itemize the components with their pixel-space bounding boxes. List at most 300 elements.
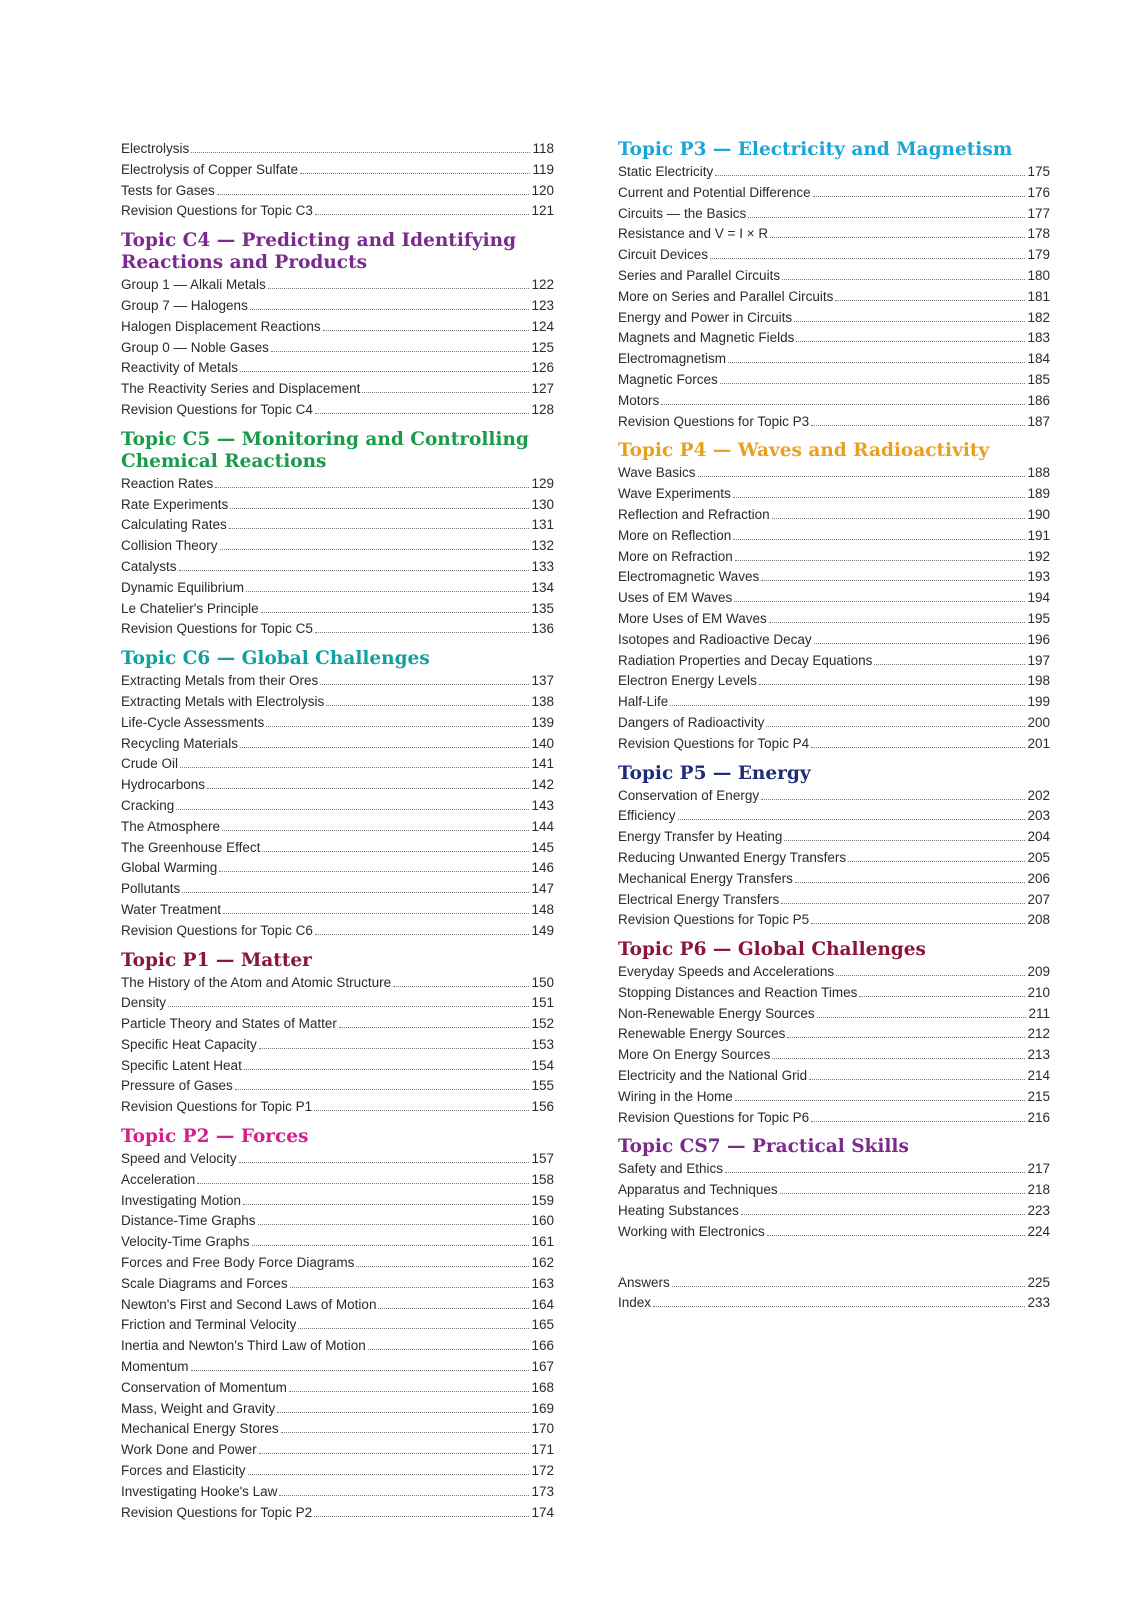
dot-leader (784, 840, 1025, 841)
toc-entry-title: Wave Experiments (618, 486, 731, 502)
toc-entry[interactable] (121, 619, 554, 640)
toc-entry-page: 171 (531, 1442, 554, 1458)
toc-entry[interactable] (618, 713, 1050, 734)
dot-leader (323, 330, 530, 331)
toc-entry[interactable] (121, 858, 554, 879)
toc-entry-title: Electron Energy Levels (618, 673, 757, 689)
toc-entry[interactable] (121, 1149, 554, 1170)
toc-entry[interactable] (121, 713, 554, 734)
toc-entry-page: 134 (531, 579, 554, 595)
dot-leader (259, 1453, 530, 1454)
toc-entry-title: Revision Questions for Topic P4 (618, 735, 810, 751)
toc-entry-page: 172 (531, 1463, 554, 1479)
dot-leader (320, 684, 529, 685)
toc-entry[interactable] (121, 160, 554, 181)
toc-entry[interactable] (618, 786, 1050, 807)
toc-entry-page: 160 (531, 1213, 554, 1229)
toc-entry[interactable] (618, 412, 1050, 433)
toc-entry[interactable] (618, 671, 1050, 692)
toc-entry[interactable] (618, 692, 1050, 713)
toc-entry-page: 224 (1027, 1223, 1050, 1239)
toc-entry[interactable] (121, 296, 554, 317)
toc-entry-page: 148 (531, 901, 554, 917)
dot-leader (661, 404, 1025, 405)
toc-entry-title: Pressure of Gases (121, 1078, 233, 1094)
toc-entry-title: Scale Diagrams and Forces (121, 1275, 288, 1291)
toc-entry[interactable] (121, 139, 554, 160)
toc-entry-page: 208 (1027, 912, 1050, 928)
dot-leader (362, 392, 529, 393)
toc-entry[interactable] (121, 1419, 554, 1440)
toc-entry[interactable] (121, 181, 554, 202)
toc-entry[interactable] (618, 1293, 1050, 1314)
toc-entry[interactable] (618, 890, 1050, 911)
toc-entry[interactable] (121, 993, 554, 1014)
toc-entry[interactable] (121, 1035, 554, 1056)
toc-entry[interactable] (121, 1014, 554, 1035)
dot-leader (222, 830, 529, 831)
toc-entry-title: Apparatus and Techniques (618, 1182, 778, 1198)
toc-entry[interactable] (121, 1357, 554, 1378)
toc-entry-page: 181 (1027, 288, 1050, 304)
toc-entry-title: Current and Potential Difference (618, 184, 811, 200)
toc-entry[interactable] (618, 630, 1050, 651)
topic-heading[interactable]: Topic C5 — Monitoring and Controlling Chemical Reactions (121, 428, 529, 472)
dot-leader (811, 923, 1025, 924)
topic-heading[interactable]: Topic C6 — Global Challenges (121, 648, 430, 670)
toc-entry-page: 173 (531, 1483, 554, 1499)
toc-entry-title: Circuits — the Basics (618, 205, 747, 221)
toc-entry-page: 123 (531, 297, 554, 313)
dot-leader (811, 425, 1025, 426)
toc-entry[interactable] (121, 1056, 554, 1077)
topic-heading[interactable]: Topic P5 — Energy (618, 762, 811, 784)
toc-entry-page: 143 (531, 797, 554, 813)
toc-entry[interactable] (618, 1273, 1050, 1294)
toc-entry[interactable] (618, 484, 1050, 505)
toc-entry[interactable] (121, 1503, 554, 1524)
toc-entry-title: Efficiency (618, 808, 676, 824)
toc-entry[interactable] (121, 900, 554, 921)
toc-entry-page: 196 (1027, 631, 1050, 647)
toc-entry[interactable] (121, 400, 554, 421)
toc-entry-page: 151 (531, 995, 554, 1011)
toc-entry[interactable] (121, 1399, 554, 1420)
topic-heading[interactable]: Topic C4 — Predicting and Identifying Reactions and Products (121, 230, 517, 274)
toc-entry-title: Heating Substances (618, 1203, 739, 1219)
toc-entry[interactable] (618, 1201, 1050, 1222)
toc-entry-title: Revision Questions for Topic P3 (618, 413, 810, 429)
toc-entry[interactable] (618, 224, 1050, 245)
toc-entry-title: Momentum (121, 1359, 189, 1375)
toc-entry-title: Investigating Motion (121, 1192, 242, 1208)
toc-entry[interactable] (618, 1108, 1050, 1129)
dot-leader (243, 1204, 529, 1205)
toc-entry-page: 161 (531, 1234, 554, 1250)
toc-entry-page: 125 (531, 339, 554, 355)
toc-entry-title: Revision Questions for Topic P5 (618, 912, 810, 928)
topic-heading[interactable]: Topic P6 — Global Challenges (618, 939, 926, 961)
dot-leader (271, 351, 530, 352)
toc-entry-title: Calculating Rates (121, 517, 227, 533)
toc-entry-title: Reactivity of Metals (121, 360, 239, 376)
toc-entry-page: 155 (531, 1078, 554, 1094)
dot-leader (670, 705, 1025, 706)
toc-entry-title: Group 7 — Halogens (121, 297, 248, 313)
toc-entry[interactable] (121, 1097, 554, 1118)
toc-entry-page: 138 (531, 693, 554, 709)
topic-section (121, 950, 554, 1119)
toc-entry-title: Inertia and Newton's Third Law of Motion (121, 1338, 366, 1354)
toc-entry[interactable] (121, 1295, 554, 1316)
toc-entry-page: 141 (531, 756, 554, 772)
toc-entry-title: Renewable Energy Sources (618, 1026, 786, 1042)
toc-entry[interactable] (618, 204, 1050, 225)
toc-entry[interactable] (618, 245, 1050, 266)
toc-entry[interactable] (121, 879, 554, 900)
dot-leader (268, 288, 530, 289)
toc-entry[interactable] (121, 1076, 554, 1097)
topic-heading[interactable]: Topic P2 — Forces (121, 1126, 309, 1148)
toc-entry[interactable] (618, 308, 1050, 329)
toc-entry-title: Velocity-Time Graphs (121, 1234, 250, 1250)
dot-leader (735, 1100, 1026, 1101)
topic-section (618, 139, 1050, 432)
toc-entry-page: 233 (1027, 1295, 1050, 1311)
toc-entry-title: Revision Questions for Topic C5 (121, 621, 313, 637)
toc-entry-title: Non-Renewable Energy Sources (618, 1005, 815, 1021)
dot-leader (258, 1224, 530, 1225)
toc-entry[interactable] (618, 848, 1050, 869)
dot-leader (176, 809, 529, 810)
toc-entry-page: 142 (531, 777, 554, 793)
toc-entry-page: 170 (531, 1421, 554, 1437)
toc-entry[interactable] (618, 609, 1050, 630)
dot-leader (767, 1235, 1026, 1236)
dot-leader (315, 934, 530, 935)
toc-entry[interactable] (121, 515, 554, 536)
toc-entry[interactable] (121, 817, 554, 838)
toc-entry-page: 192 (1027, 548, 1050, 564)
dot-leader (809, 1079, 1025, 1080)
toc-entry[interactable] (618, 505, 1050, 526)
toc-entry[interactable] (121, 578, 554, 599)
toc-entry-title: The Greenhouse Effect (121, 839, 261, 855)
toc-entry[interactable] (618, 287, 1050, 308)
dot-leader (261, 612, 530, 613)
toc-entry[interactable] (121, 1336, 554, 1357)
dot-leader (314, 1110, 529, 1111)
toc-entry-title: Forces and Free Body Force Diagrams (121, 1255, 355, 1271)
toc-entry[interactable] (618, 266, 1050, 287)
toc-entry[interactable] (121, 201, 554, 222)
toc-entry[interactable] (121, 1211, 554, 1232)
toc-entry-title: Conservation of Energy (618, 787, 760, 803)
toc-entry-title: Friction and Terminal Velocity (121, 1317, 297, 1333)
topic-heading[interactable]: Topic P1 — Matter (121, 949, 312, 971)
toc-entry[interactable] (121, 536, 554, 557)
toc-entry-title: Reaction Rates (121, 475, 214, 491)
toc-entry-page: 119 (532, 161, 554, 177)
toc-entry-page: 190 (1027, 506, 1050, 522)
topic-section (121, 648, 554, 941)
topic-section (121, 139, 554, 222)
toc-entry[interactable] (121, 1482, 554, 1503)
dot-leader (770, 237, 1025, 238)
toc-entry-page: 156 (531, 1099, 554, 1115)
toc-entry-page: 146 (531, 860, 554, 876)
dot-leader (715, 175, 1025, 176)
dot-leader (191, 152, 530, 153)
toc-entry[interactable] (121, 379, 554, 400)
dot-leader (207, 788, 529, 789)
toc-entry-page: 215 (1027, 1088, 1050, 1104)
toc-entry[interactable] (121, 775, 554, 796)
toc-entry-title: More on Reflection (618, 527, 732, 543)
toc-entry[interactable] (121, 599, 554, 620)
toc-entry[interactable] (121, 317, 554, 338)
topic-heading[interactable]: Topic CS7 — Practical Skills (618, 1136, 909, 1158)
toc-entry[interactable] (618, 162, 1050, 183)
toc-entry-page: 189 (1027, 486, 1050, 502)
toc-entry-title: Density (121, 995, 167, 1011)
toc-entry[interactable] (121, 692, 554, 713)
dot-leader (781, 903, 1025, 904)
dot-leader (672, 1286, 1026, 1287)
dot-leader (748, 217, 1025, 218)
dot-leader (725, 1172, 1025, 1173)
dot-leader (290, 1287, 530, 1288)
toc-entry-page: 210 (1027, 984, 1050, 1000)
toc-entry-page: 184 (1027, 351, 1050, 367)
toc-entry-page: 177 (1027, 205, 1050, 221)
toc-entry-page: 203 (1027, 808, 1050, 824)
toc-entry[interactable] (121, 754, 554, 775)
toc-entry-page: 211 (1028, 1005, 1050, 1021)
dot-leader (817, 1017, 1027, 1018)
toc-entry[interactable] (121, 1253, 554, 1274)
toc-entry-title: Wiring in the Home (618, 1088, 733, 1104)
toc-entry[interactable] (618, 827, 1050, 848)
toc-entry-page: 204 (1027, 829, 1050, 845)
toc-entry-title: Magnets and Magnetic Fields (618, 330, 795, 346)
toc-entry[interactable] (618, 463, 1050, 484)
toc-entry[interactable] (121, 1170, 554, 1191)
toc-entry-page: 214 (1027, 1068, 1050, 1084)
toc-entry-title: Motors (618, 392, 660, 408)
toc-entry[interactable] (121, 671, 554, 692)
toc-entry[interactable] (618, 183, 1050, 204)
toc-entry-title: Conservation of Momentum (121, 1379, 287, 1395)
toc-entry-title: Recycling Materials (121, 735, 239, 751)
toc-entry[interactable] (618, 567, 1050, 588)
dot-leader (720, 383, 1026, 384)
toc-entry[interactable] (121, 474, 554, 495)
topic-section (121, 1126, 554, 1523)
toc-entry-title: Revision Questions for Topic C3 (121, 203, 313, 219)
toc-entry[interactable] (121, 275, 554, 296)
toc-entry[interactable] (121, 1315, 554, 1336)
toc-entry-page: 140 (531, 735, 554, 751)
toc-entry-title: Revision Questions for Topic C6 (121, 922, 313, 938)
toc-entry[interactable] (618, 1222, 1050, 1243)
toc-entry[interactable] (618, 910, 1050, 931)
toc-entry-page: 124 (531, 318, 554, 334)
toc-entry-page: 166 (531, 1338, 554, 1354)
dot-leader (728, 362, 1025, 363)
toc-entry-page: 197 (1027, 652, 1050, 668)
dot-leader (217, 194, 530, 195)
toc-entry[interactable] (618, 1087, 1050, 1108)
toc-entry[interactable] (618, 806, 1050, 827)
toc-entry-title: Newton's First and Second Laws of Motion (121, 1296, 377, 1312)
dot-leader (246, 591, 529, 592)
toc-entry-title: More on Refraction (618, 548, 733, 564)
toc-entry[interactable] (618, 983, 1050, 1004)
toc-entry-page: 179 (1027, 247, 1050, 263)
toc-entry[interactable] (121, 338, 554, 359)
toc-entry[interactable] (121, 1232, 554, 1253)
dot-leader (266, 726, 529, 727)
dot-leader (300, 173, 530, 174)
toc-entry[interactable] (121, 1274, 554, 1295)
toc-entry-title: Group 1 — Alkali Metals (121, 277, 266, 293)
topic-heading[interactable]: Topic P4 — Waves and Radioactivity (618, 440, 990, 462)
toc-entry-page: 212 (1027, 1026, 1050, 1042)
toc-entry-page: 201 (1027, 735, 1050, 751)
toc-entry-page: 195 (1027, 610, 1050, 626)
dot-leader (653, 1306, 1025, 1307)
toc-entry-page: 183 (1027, 330, 1050, 346)
toc-entry[interactable] (121, 796, 554, 817)
dot-leader (259, 1048, 530, 1049)
toc-entry[interactable] (121, 1191, 554, 1212)
toc-entry-page: 149 (531, 922, 554, 938)
toc-entry-page: 139 (531, 714, 554, 730)
dot-leader (223, 913, 529, 914)
toc-entry[interactable] (618, 1180, 1050, 1201)
toc-entry-page: 205 (1027, 849, 1050, 865)
toc-entry-page: 127 (531, 381, 554, 397)
toc-entry[interactable] (121, 1440, 554, 1461)
toc-entry[interactable] (121, 973, 554, 994)
dot-leader (240, 371, 529, 372)
toc-entry-page: 213 (1027, 1047, 1050, 1063)
toc-entry-title: Life-Cycle Assessments (121, 714, 265, 730)
toc-entry-title: Collision Theory (121, 538, 218, 554)
toc-entry-page: 121 (531, 203, 554, 219)
toc-entry[interactable] (121, 358, 554, 379)
dot-leader (782, 279, 1025, 280)
topic-heading[interactable]: Topic P3 — Electricity and Magnetism (618, 139, 1013, 160)
toc-entry[interactable] (121, 838, 554, 859)
toc-entry-title: Index (618, 1295, 652, 1311)
toc-entry[interactable] (618, 526, 1050, 547)
dot-leader (244, 1069, 530, 1070)
toc-entry-page: 182 (1027, 309, 1050, 325)
toc-entry-title: Mechanical Energy Stores (121, 1421, 279, 1437)
toc-entry-title: Electromagnetism (618, 351, 727, 367)
dot-leader (368, 1349, 530, 1350)
dot-leader (315, 632, 530, 633)
dot-leader (248, 1474, 530, 1475)
toc-entry[interactable] (618, 734, 1050, 755)
toc-entry-title: Wave Basics (618, 465, 696, 481)
toc-entry-page: 216 (1027, 1109, 1050, 1125)
dot-leader (710, 258, 1025, 259)
toc-entry-title: Working with Electronics (618, 1223, 765, 1239)
toc-entry-title: Acceleration (121, 1171, 196, 1187)
toc-entry[interactable] (618, 869, 1050, 890)
toc-entry-title: Electrolysis (121, 141, 190, 156)
toc-entry[interactable] (618, 1024, 1050, 1045)
toc-entry-title: Series and Parallel Circuits (618, 267, 781, 283)
toc-entry-title: Pollutants (121, 881, 181, 897)
toc-entry-title: Magnetic Forces (618, 371, 718, 387)
dot-leader (794, 321, 1025, 322)
toc-entry-page: 137 (531, 673, 554, 689)
toc-entry[interactable] (618, 588, 1050, 609)
toc-entry-title: Electricity and the National Grid (618, 1068, 808, 1084)
toc-entry-page: 133 (531, 558, 554, 574)
toc-entry-title: Extracting Metals from their Ores (121, 673, 319, 689)
toc-entry-title: Water Treatment (121, 901, 222, 917)
dot-leader (835, 300, 1025, 301)
toc-entry-page: 159 (531, 1192, 554, 1208)
toc-entry[interactable] (618, 349, 1050, 370)
toc-entry[interactable] (618, 1004, 1050, 1025)
toc-entry-page: 165 (531, 1317, 554, 1333)
toc-entry[interactable] (618, 328, 1050, 349)
toc-entry[interactable] (121, 1378, 554, 1399)
toc-entry[interactable] (618, 1045, 1050, 1066)
dot-leader (733, 497, 1026, 498)
toc-entry-page: 152 (531, 1016, 554, 1032)
toc-entry[interactable] (121, 1461, 554, 1482)
toc-entry[interactable] (618, 1159, 1050, 1180)
toc-entry-page: 180 (1027, 267, 1050, 283)
toc-entry-title: Revision Questions for Topic P6 (618, 1109, 810, 1125)
toc-entry-page: 158 (531, 1171, 554, 1187)
dot-leader (229, 528, 530, 529)
toc-entry[interactable] (618, 962, 1050, 983)
toc-entry[interactable] (618, 391, 1050, 412)
dot-leader (787, 1037, 1025, 1038)
toc-entry-title: Static Electricity (618, 164, 714, 179)
dot-leader (733, 539, 1025, 540)
dot-leader (314, 1516, 529, 1517)
toc-entry-page: 176 (1027, 184, 1050, 200)
dot-leader (874, 664, 1025, 665)
dot-leader (315, 214, 530, 215)
toc-entry[interactable] (618, 547, 1050, 568)
toc-entry-page: 223 (1027, 1203, 1050, 1219)
toc-entry[interactable] (121, 557, 554, 578)
dot-leader (766, 726, 1025, 727)
toc-entry-title: More On Energy Sources (618, 1047, 771, 1063)
toc-entry-title: Le Chatelier's Principle (121, 600, 259, 616)
toc-entry[interactable] (618, 651, 1050, 672)
toc-entry-title: Mass, Weight and Gravity (121, 1400, 276, 1416)
toc-entry[interactable] (121, 921, 554, 942)
toc-left-column (121, 139, 554, 1531)
dot-leader (772, 518, 1026, 519)
toc-entry[interactable] (121, 734, 554, 755)
toc-entry[interactable] (618, 370, 1050, 391)
toc-entry-page: 169 (531, 1400, 554, 1416)
toc-entry[interactable] (121, 495, 554, 516)
toc-entry[interactable] (618, 1066, 1050, 1087)
